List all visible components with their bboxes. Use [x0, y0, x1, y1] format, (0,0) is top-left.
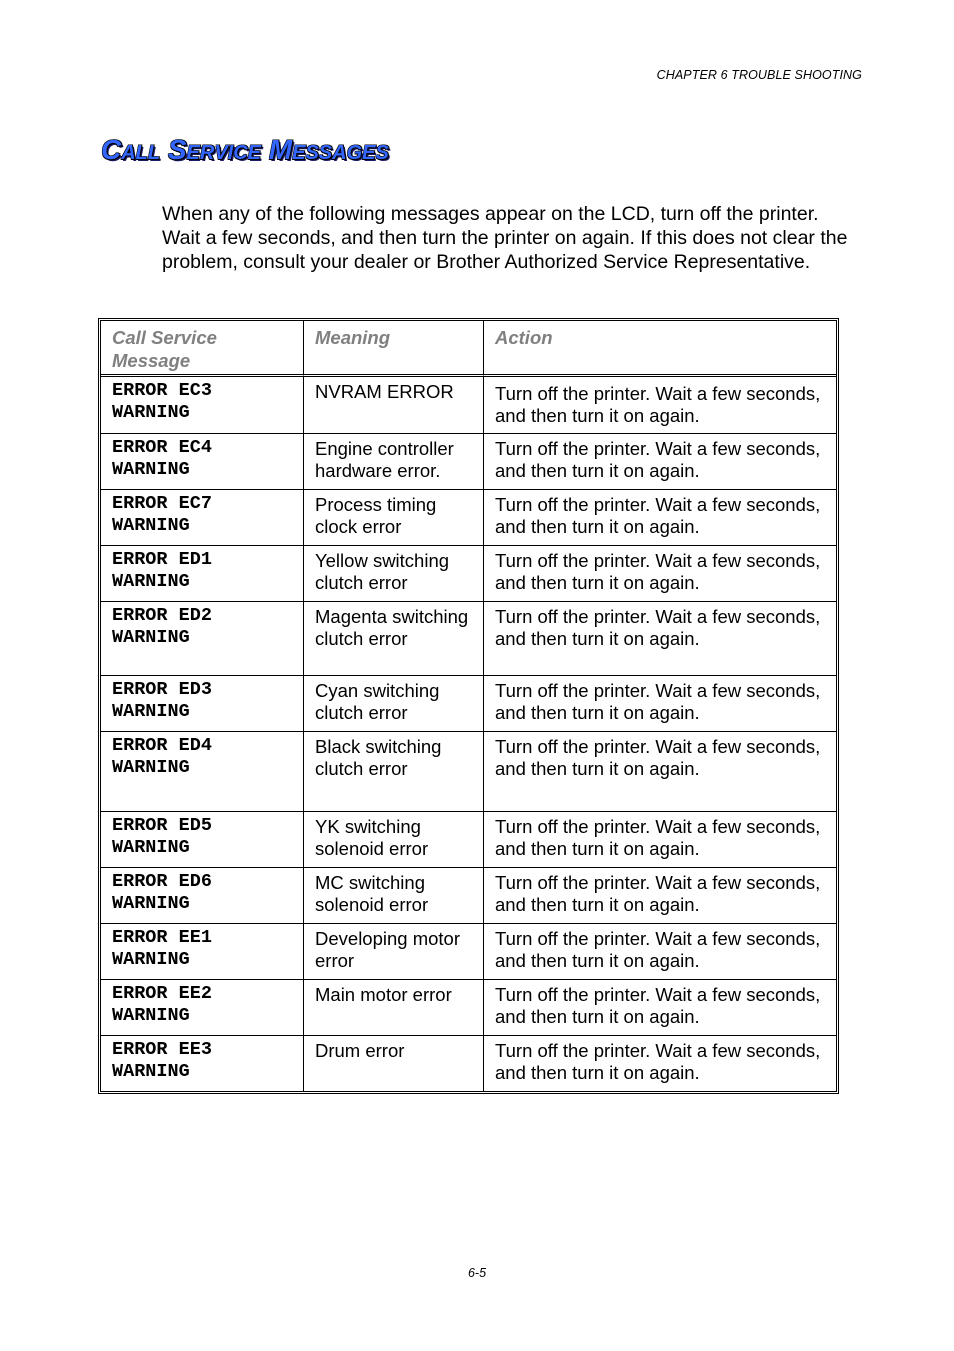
message-cell: [101, 675, 303, 731]
error-code: ERROR ED1: [112, 549, 212, 570]
action-cell: Turn off the printer. Wait a few seconds, and then turn it on again.: [483, 601, 836, 675]
error-code: ERROR ED5: [112, 815, 212, 836]
error-code: ERROR ED3: [112, 679, 212, 700]
message-cell: [101, 601, 303, 675]
error-code: ERROR EC3: [112, 380, 212, 401]
meaning-cell: Yellow switching clutch error: [303, 545, 483, 601]
column-header-message: Call Service Message: [101, 321, 303, 377]
meaning-cell: Process timing clock error: [303, 489, 483, 545]
message-cell: [101, 867, 303, 923]
meaning-cell: Cyan switching clutch error: [303, 675, 483, 731]
table-row: [101, 923, 836, 979]
table-row: [101, 811, 836, 867]
meaning-cell: Magenta switching clutch error: [303, 601, 483, 675]
action-cell: Turn off the printer. Wait a few seconds, and then turn it on again.: [483, 433, 836, 489]
action-cell: Turn off the printer. Wait a few seconds, and then turn it on again.: [483, 867, 836, 923]
table-row: [101, 601, 836, 675]
error-code: ERROR ED2: [112, 605, 212, 626]
meaning-cell: Black switching clutch error: [303, 731, 483, 811]
column-header-action: Action: [483, 321, 836, 377]
message-cell: [101, 923, 303, 979]
meaning-cell: Engine controller hardware error.: [303, 433, 483, 489]
meaning-cell: Main motor error: [303, 979, 483, 1035]
error-status: WARNING: [112, 515, 190, 536]
error-code: ERROR EC4: [112, 437, 212, 458]
meaning-cell: NVRAM ERROR: [303, 377, 483, 433]
table-row: [101, 377, 836, 433]
table-row: [101, 1035, 836, 1091]
call-service-table: [98, 318, 839, 1094]
meaning-cell: YK switching solenoid error: [303, 811, 483, 867]
table-header-row: [101, 321, 836, 377]
message-cell: [101, 731, 303, 811]
error-code: ERROR ED6: [112, 871, 212, 892]
meaning-cell: Drum error: [303, 1035, 483, 1091]
action-cell: Turn off the printer. Wait a few seconds, and then turn it on again.: [483, 923, 836, 979]
table-row: [101, 433, 836, 489]
table-row: [101, 731, 836, 811]
message-cell: [101, 979, 303, 1035]
action-cell: Turn off the printer. Wait a few seconds, and then turn it on again.: [483, 811, 836, 867]
message-cell: [101, 433, 303, 489]
error-status: WARNING: [112, 893, 190, 914]
error-status: WARNING: [112, 757, 190, 778]
error-status: WARNING: [112, 949, 190, 970]
action-cell: Turn off the printer. Wait a few seconds, and then turn it on again.: [483, 675, 836, 731]
message-cell: [101, 1035, 303, 1091]
error-status: WARNING: [112, 837, 190, 858]
error-status: WARNING: [112, 459, 190, 480]
message-cell: [101, 377, 303, 433]
table-row: [101, 979, 836, 1035]
error-status: WARNING: [112, 1005, 190, 1026]
error-status: WARNING: [112, 627, 190, 648]
action-cell: Turn off the printer. Wait a few seconds, and then turn it on again.: [483, 731, 836, 811]
error-code: ERROR EE3: [112, 1039, 212, 1060]
action-cell: Turn off the printer. Wait a few seconds, and then turn it on again.: [483, 1035, 836, 1091]
error-code: ERROR EE2: [112, 983, 212, 1004]
meaning-cell: Developing motor error: [303, 923, 483, 979]
meaning-cell: MC switching solenoid error: [303, 867, 483, 923]
error-status: WARNING: [112, 402, 190, 423]
message-cell: [101, 489, 303, 545]
table-row: [101, 867, 836, 923]
action-cell: Turn off the printer. Wait a few seconds, and then turn it on again.: [483, 979, 836, 1035]
action-cell: Turn off the printer. Wait a few seconds, and then turn it on again.: [483, 489, 836, 545]
table-row: [101, 675, 836, 731]
error-status: WARNING: [112, 701, 190, 722]
error-status: WARNING: [112, 1061, 190, 1082]
column-header-meaning: Meaning: [303, 321, 483, 377]
message-cell: [101, 811, 303, 867]
page-number: 6-5: [467, 1266, 487, 1280]
action-cell: Turn off the printer. Wait a few seconds, and then turn it on again.: [483, 545, 836, 601]
table-row: [101, 489, 836, 545]
chapter-header: CHAPTER 6 TROUBLE SHOOTING: [656, 68, 862, 82]
page-title: Call Service Messages: [101, 134, 389, 165]
intro-paragraph: When any of the following messages appear on the LCD, turn off the printer. Wait a few seconds, and then turn the printer on again. If this does not clear the problem, consult your dealer or Brother Authorized Service Representative.: [162, 203, 848, 273]
table-row: [101, 545, 836, 601]
error-code: ERROR EE1: [112, 927, 212, 948]
action-cell: Turn off the printer. Wait a few seconds, and then turn it on again.: [483, 377, 836, 433]
error-code: ERROR ED4: [112, 735, 212, 756]
error-code: ERROR EC7: [112, 493, 212, 514]
message-cell: [101, 545, 303, 601]
error-status: WARNING: [112, 571, 190, 592]
